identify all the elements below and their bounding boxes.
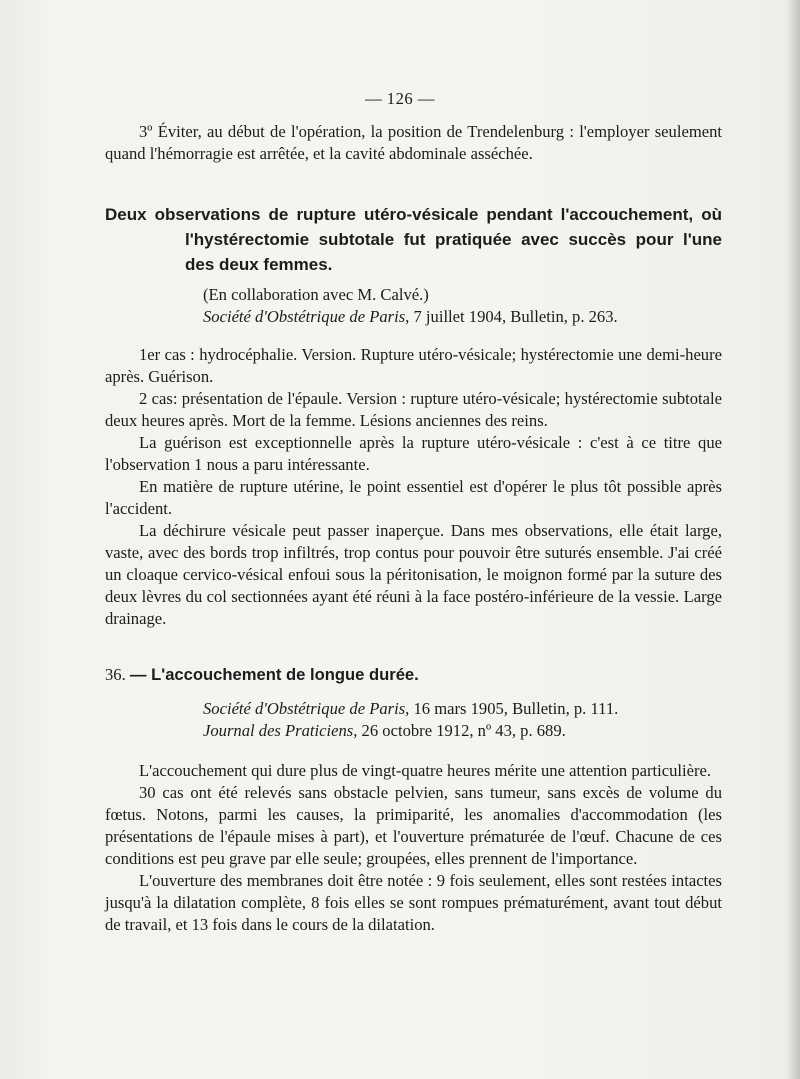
section-1-source-journal: Société d'Obstétrique de Paris, (203, 307, 410, 326)
section-36-source-2-journal: Journal des Praticiens, (203, 721, 358, 740)
section-1-paragraph: 2 cas: présentation de l'épaule. Version : rupture utéro-vésicale; hystérectomie subtotale deux heures après. Mort de la femme. Lésions anciennes des reins. (105, 389, 722, 430)
section-1-paragraph: 1er cas : hydrocéphalie. Version. Rupture utéro-vésicale; hystérectomie une demi-heure après. Guérison. (105, 345, 722, 386)
intro-block (105, 121, 722, 165)
page-number: — 126 — (365, 89, 435, 108)
section-36-paragraph: L'ouverture des membranes doit être notée : 9 fois seulement, elles sont restées intactes jusqu'à la dilatation complète, 8 fois elles se sont rompues prématurément, avant tout début de travail, et 13 fois dans le cours de la dilatation. (105, 871, 722, 934)
section-1-body (105, 344, 722, 630)
section-36 (105, 664, 722, 686)
section-1-sources (105, 284, 722, 328)
section-36-title: — L'accouchement de longue durée. (129, 665, 419, 684)
section-1-paragraph: La guérison est exceptionnelle après la rupture utéro-vésicale : c'est à ce titre que l'observation 1 nous a paru intéressante. (105, 433, 722, 474)
section-36-paragraph: L'accouchement qui dure plus de vingt-quatre heures mérite une attention particulière. (139, 761, 712, 780)
section-1-source (105, 306, 722, 328)
section-36-source-1-journal: Société d'Obstétrique de Paris, (203, 699, 410, 718)
section-36-number: 36. (105, 665, 126, 684)
page-edge-shadow (786, 0, 800, 1079)
section-36-heading (105, 664, 722, 686)
section-36-source-2 (105, 720, 722, 742)
intro-paragraph: 3º Éviter, au début de l'opération, la position de Trendelenburg : l'employer seulement quand l'hémorragie est arrêtée, et la cavité abdominale asséchée. (105, 122, 722, 163)
section-1-title: Deux observations de rupture utéro-vésicale pendant l'accouchement, où l'hystérectomie subtotale fut pratiquée avec succès pour l'une des deux femmes. (105, 205, 722, 274)
section-1-source-details: 7 juillet 1904, Bulletin, p. 263. (409, 307, 618, 326)
section-36-sources (105, 698, 722, 742)
section-36-source-1 (105, 698, 722, 720)
section-36-paragraph: 30 cas ont été relevés sans obstacle pelvien, sans tumeur, sans excès de volume du fœtus. Notons, parmi les causes, la primiparité, les anomalies d'accommodation (les présentations de l'épaule mises à part), et l'ouverture prématurée de l'œuf. Chacune de ces conditions est peu grave par elle seule; groupées, elles prennent de l'importance. (105, 783, 722, 868)
section-1-collaboration: (En collaboration avec M. Calvé.) (203, 285, 429, 304)
section-36-source-2-details: 26 octobre 1912, nº 43, p. 689. (357, 721, 566, 740)
section-1 (105, 202, 722, 277)
section-1-paragraph: La déchirure vésicale peut passer inaperçue. Dans mes observations, elle était large, vaste, avec des bords trop infiltrés, trop contus pour pouvoir être suturés ensemble. J'ai créé un cloaque cervico-vésical enfoui sous la péritonisation, le moignon formé par la suture des deux lèvres du col sectionnées ayant été réuni à la face postéro-inférieure de la vessie. Large drainage. (105, 521, 722, 628)
section-1-paragraph: En matière de rupture utérine, le point essentiel est d'opérer le plus tôt possible après l'accident. (105, 477, 722, 518)
section-36-source-1-details: 16 mars 1905, Bulletin, p. 111. (409, 699, 619, 718)
section-36-body (105, 760, 722, 936)
